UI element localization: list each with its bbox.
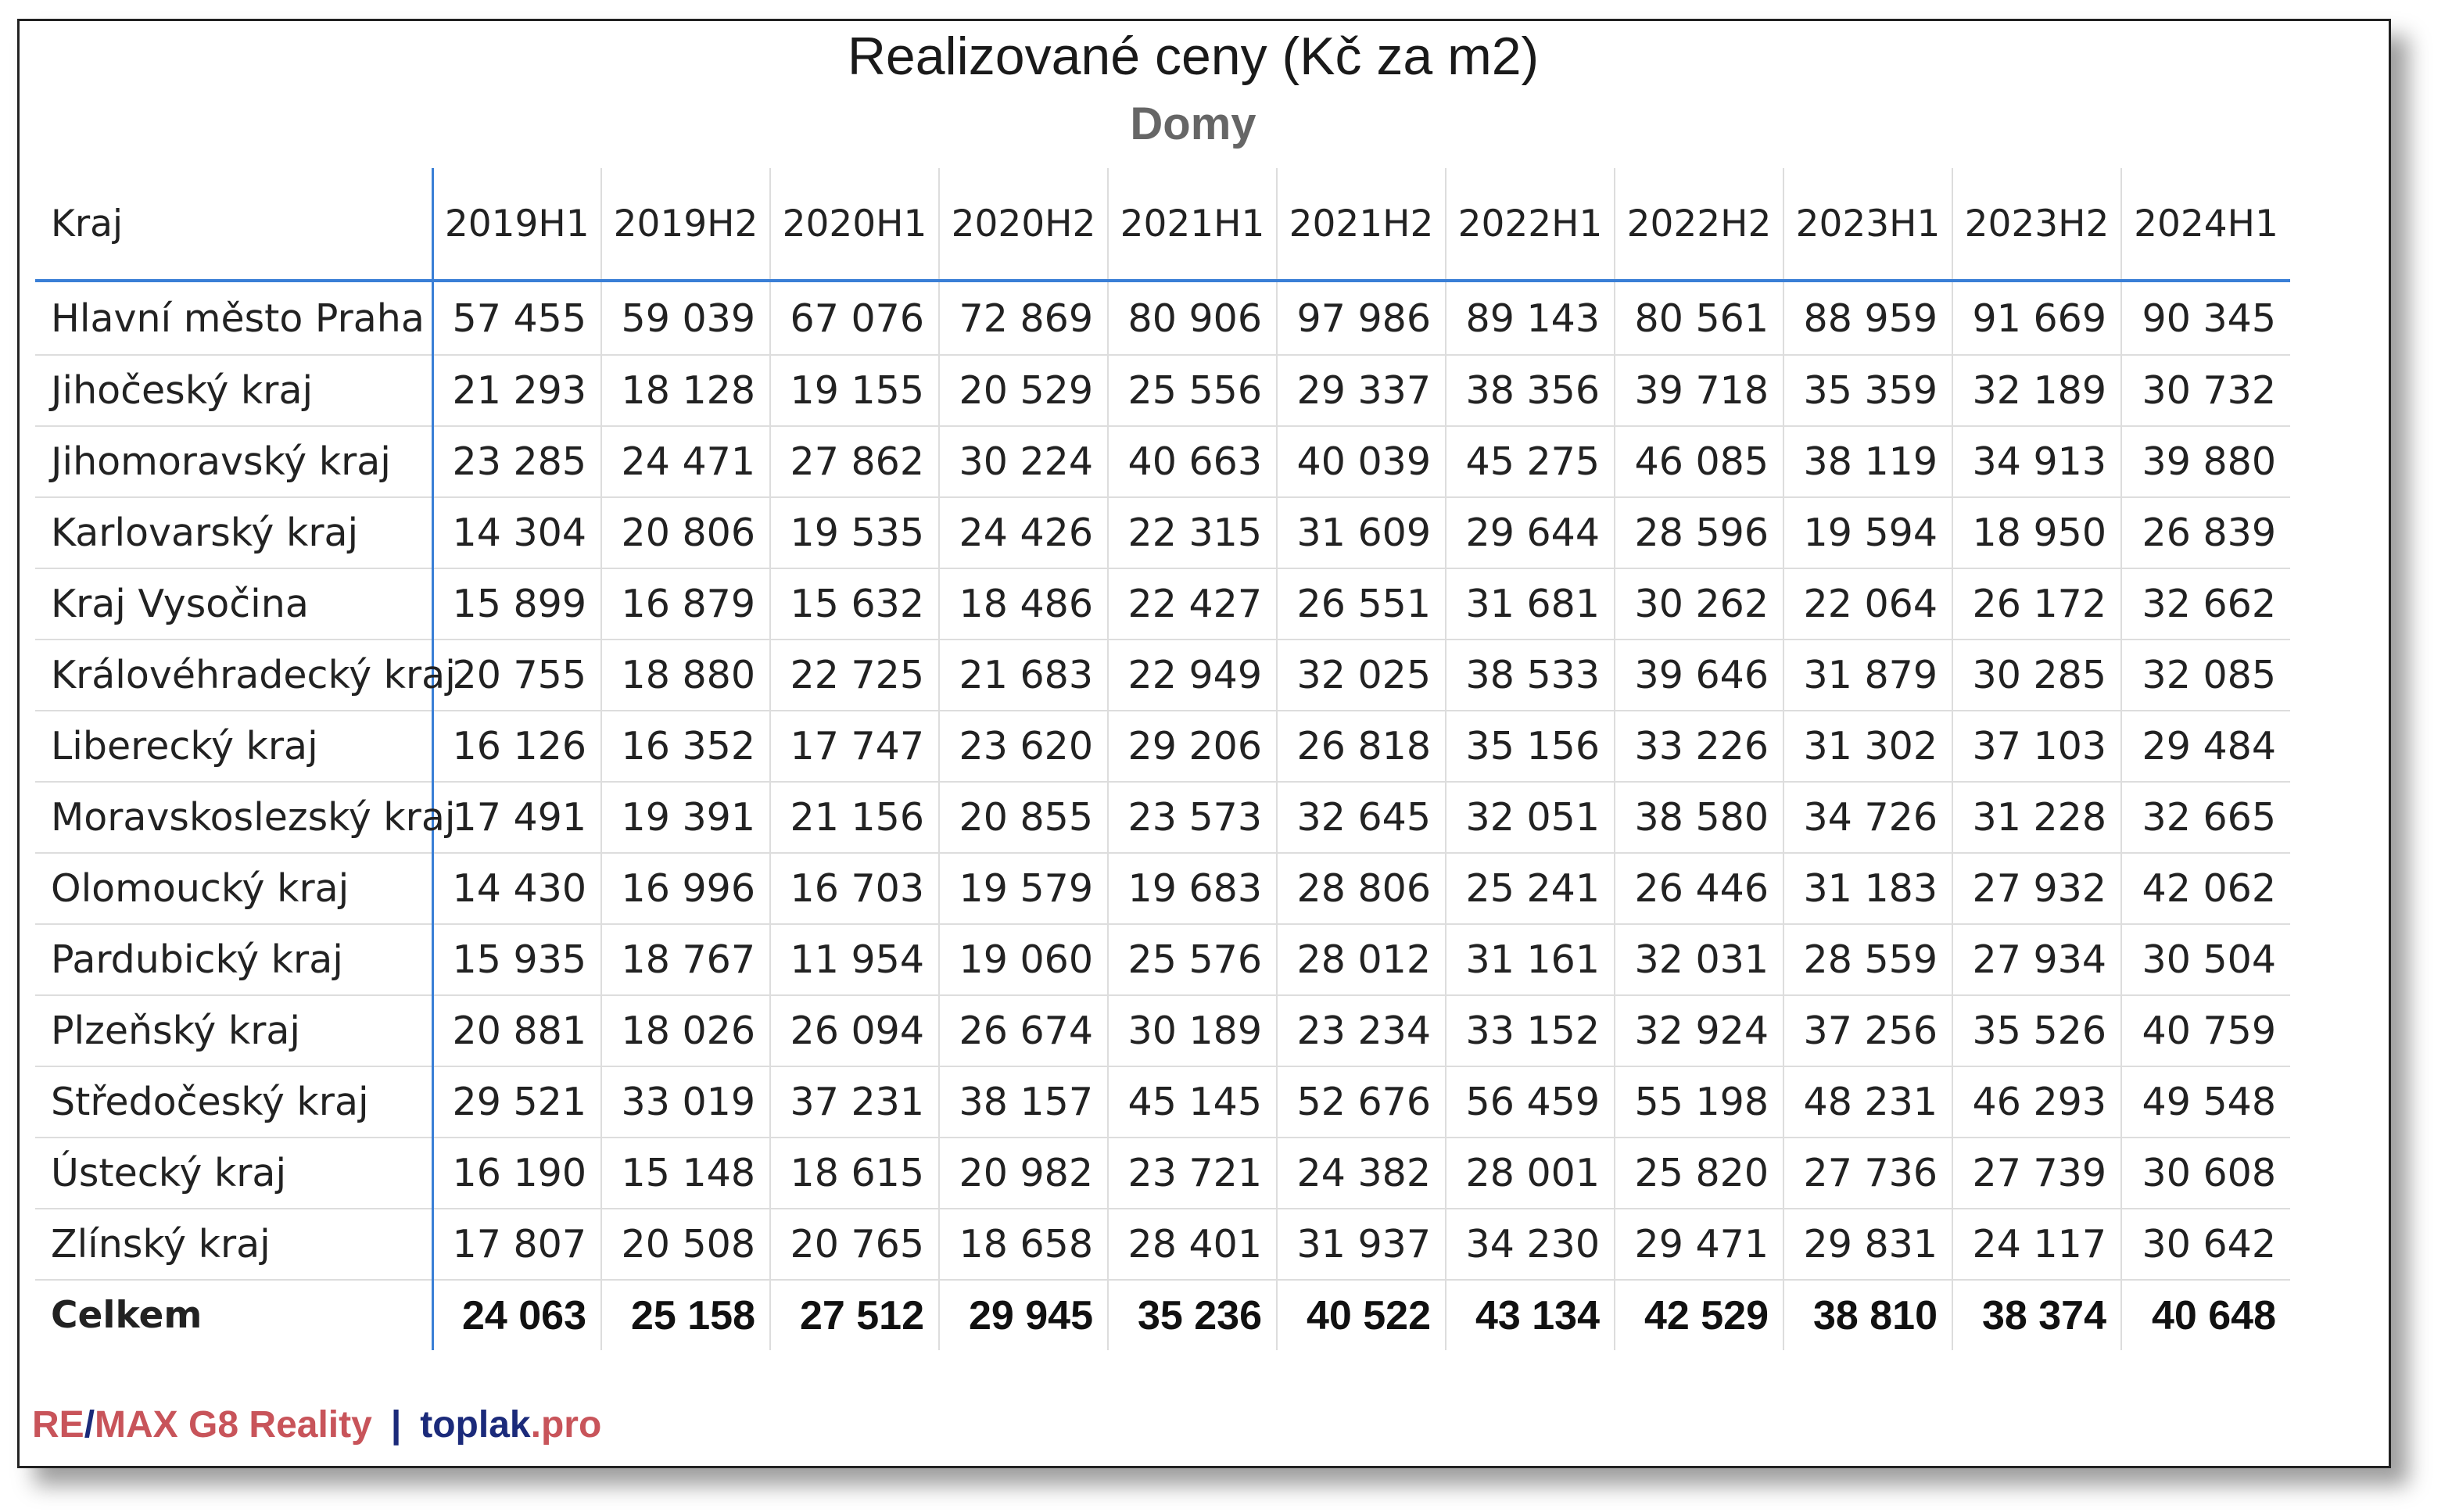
column-header-period: 2022H1 bbox=[1446, 168, 1615, 281]
total-label: Celkem bbox=[35, 1280, 432, 1350]
region-name: Ústecký kraj bbox=[35, 1138, 432, 1209]
price-cell: 21 156 bbox=[770, 782, 939, 853]
price-cell: 20 855 bbox=[939, 782, 1108, 853]
price-cell: 18 880 bbox=[601, 640, 770, 711]
price-cell: 31 937 bbox=[1277, 1209, 1446, 1280]
price-cell: 46 293 bbox=[1952, 1066, 2121, 1138]
price-cell: 19 391 bbox=[601, 782, 770, 853]
price-cell: 22 949 bbox=[1108, 640, 1277, 711]
total-value: 27 512 bbox=[770, 1280, 939, 1350]
total-value: 38 810 bbox=[1783, 1280, 1952, 1350]
price-cell: 30 732 bbox=[2121, 355, 2290, 426]
table-row bbox=[35, 281, 2290, 355]
price-cell: 38 157 bbox=[939, 1066, 1108, 1138]
price-cell: 29 644 bbox=[1446, 497, 1615, 568]
price-cell: 30 504 bbox=[2121, 924, 2290, 995]
price-cell: 19 683 bbox=[1108, 853, 1277, 924]
price-cell: 24 117 bbox=[1952, 1209, 2121, 1280]
price-cell: 32 924 bbox=[1615, 995, 1783, 1066]
price-cell: 30 224 bbox=[939, 426, 1108, 497]
price-cell: 32 031 bbox=[1615, 924, 1783, 995]
region-name: Moravskoslezský kraj bbox=[35, 782, 432, 853]
price-cell: 25 820 bbox=[1615, 1138, 1783, 1209]
price-cell: 25 576 bbox=[1108, 924, 1277, 995]
total-value: 42 529 bbox=[1615, 1280, 1783, 1350]
price-table bbox=[35, 168, 2290, 1350]
region-name: Pardubický kraj bbox=[35, 924, 432, 995]
price-cell: 40 039 bbox=[1277, 426, 1446, 497]
price-cell: 46 085 bbox=[1615, 426, 1783, 497]
price-cell: 24 426 bbox=[939, 497, 1108, 568]
price-cell: 27 862 bbox=[770, 426, 939, 497]
price-cell: 30 262 bbox=[1615, 568, 1783, 640]
price-cell: 31 609 bbox=[1277, 497, 1446, 568]
price-cell: 17 747 bbox=[770, 711, 939, 782]
price-cell: 19 060 bbox=[939, 924, 1108, 995]
price-cell: 22 315 bbox=[1108, 497, 1277, 568]
report-title: Realizované ceny (Kč za m2) bbox=[847, 27, 1540, 86]
price-cell: 32 189 bbox=[1952, 355, 2121, 426]
price-cell: 16 352 bbox=[601, 711, 770, 782]
price-cell: 31 681 bbox=[1446, 568, 1615, 640]
price-cell: 14 304 bbox=[432, 497, 601, 568]
price-cell: 22 725 bbox=[770, 640, 939, 711]
price-cell: 29 831 bbox=[1783, 1209, 1952, 1280]
price-cell: 23 285 bbox=[432, 426, 601, 497]
price-cell: 31 302 bbox=[1783, 711, 1952, 782]
price-cell: 28 012 bbox=[1277, 924, 1446, 995]
price-cell: 29 471 bbox=[1615, 1209, 1783, 1280]
site-tld: .pro bbox=[530, 1404, 602, 1446]
price-cell: 27 934 bbox=[1952, 924, 2121, 995]
price-cell: 17 491 bbox=[432, 782, 601, 853]
price-cell: 18 615 bbox=[770, 1138, 939, 1209]
total-value: 40 648 bbox=[2121, 1280, 2290, 1350]
price-cell: 90 345 bbox=[2121, 281, 2290, 355]
remax-slash: / bbox=[84, 1404, 95, 1446]
price-cell: 59 039 bbox=[601, 281, 770, 355]
price-cell: 26 446 bbox=[1615, 853, 1783, 924]
price-cell: 29 337 bbox=[1277, 355, 1446, 426]
region-name: Hlavní město Praha bbox=[35, 281, 432, 355]
price-cell: 27 736 bbox=[1783, 1138, 1952, 1209]
price-cell: 14 430 bbox=[432, 853, 601, 924]
price-cell: 30 285 bbox=[1952, 640, 2121, 711]
price-cell: 15 935 bbox=[432, 924, 601, 995]
table-total-row bbox=[35, 1280, 2290, 1350]
price-cell: 30 642 bbox=[2121, 1209, 2290, 1280]
price-cell: 20 755 bbox=[432, 640, 601, 711]
price-cell: 39 646 bbox=[1615, 640, 1783, 711]
price-cell: 19 594 bbox=[1783, 497, 1952, 568]
price-cell: 31 183 bbox=[1783, 853, 1952, 924]
price-cell: 72 869 bbox=[939, 281, 1108, 355]
price-cell: 48 231 bbox=[1783, 1066, 1952, 1138]
column-header-period: 2020H2 bbox=[939, 168, 1108, 281]
price-cell: 27 739 bbox=[1952, 1138, 2121, 1209]
table-row bbox=[35, 1209, 2290, 1280]
table-row bbox=[35, 1138, 2290, 1209]
price-cell: 34 913 bbox=[1952, 426, 2121, 497]
price-cell: 16 879 bbox=[601, 568, 770, 640]
price-cell: 39 880 bbox=[2121, 426, 2290, 497]
footer-separator: | bbox=[390, 1404, 402, 1446]
price-cell: 16 126 bbox=[432, 711, 601, 782]
column-header-period: 2021H1 bbox=[1108, 168, 1277, 281]
table-row bbox=[35, 995, 2290, 1066]
region-name: Královéhradecký kraj bbox=[35, 640, 432, 711]
column-header-period: 2023H2 bbox=[1952, 168, 2121, 281]
price-cell: 45 275 bbox=[1446, 426, 1615, 497]
price-cell: 37 103 bbox=[1952, 711, 2121, 782]
price-cell: 26 839 bbox=[2121, 497, 2290, 568]
price-cell: 20 982 bbox=[939, 1138, 1108, 1209]
column-header-period: 2024H1 bbox=[2121, 168, 2290, 281]
price-cell: 32 645 bbox=[1277, 782, 1446, 853]
price-cell: 89 143 bbox=[1446, 281, 1615, 355]
column-header-period: 2020H1 bbox=[770, 168, 939, 281]
table-row bbox=[35, 711, 2290, 782]
price-cell: 32 051 bbox=[1446, 782, 1615, 853]
price-cell: 35 359 bbox=[1783, 355, 1952, 426]
price-cell: 17 807 bbox=[432, 1209, 601, 1280]
region-name: Liberecký kraj bbox=[35, 711, 432, 782]
price-cell: 23 573 bbox=[1108, 782, 1277, 853]
price-cell: 56 459 bbox=[1446, 1066, 1615, 1138]
price-cell: 52 676 bbox=[1277, 1066, 1446, 1138]
table-body bbox=[35, 281, 2290, 1350]
price-cell: 32 085 bbox=[2121, 640, 2290, 711]
price-cell: 35 526 bbox=[1952, 995, 2121, 1066]
price-cell: 15 148 bbox=[601, 1138, 770, 1209]
remax-re: RE bbox=[32, 1404, 84, 1446]
price-cell: 18 128 bbox=[601, 355, 770, 426]
price-cell: 32 665 bbox=[2121, 782, 2290, 853]
price-cell: 22 064 bbox=[1783, 568, 1952, 640]
table-row bbox=[35, 640, 2290, 711]
price-cell: 55 198 bbox=[1615, 1066, 1783, 1138]
price-cell: 30 189 bbox=[1108, 995, 1277, 1066]
price-cell: 23 234 bbox=[1277, 995, 1446, 1066]
price-cell: 20 765 bbox=[770, 1209, 939, 1280]
price-cell: 20 806 bbox=[601, 497, 770, 568]
price-cell: 30 608 bbox=[2121, 1138, 2290, 1209]
price-cell: 18 486 bbox=[939, 568, 1108, 640]
price-cell: 80 906 bbox=[1108, 281, 1277, 355]
price-cell: 28 559 bbox=[1783, 924, 1952, 995]
region-name: Jihočeský kraj bbox=[35, 355, 432, 426]
price-cell: 32 662 bbox=[2121, 568, 2290, 640]
price-cell: 39 718 bbox=[1615, 355, 1783, 426]
price-cell: 42 062 bbox=[2121, 853, 2290, 924]
column-header-period: 2019H1 bbox=[432, 168, 601, 281]
column-header-period: 2021H2 bbox=[1277, 168, 1446, 281]
remax-name: MAX G8 Reality bbox=[95, 1404, 372, 1446]
total-value: 25 158 bbox=[601, 1280, 770, 1350]
price-cell: 28 401 bbox=[1108, 1209, 1277, 1280]
price-cell: 16 996 bbox=[601, 853, 770, 924]
table-row bbox=[35, 924, 2290, 995]
price-cell: 26 172 bbox=[1952, 568, 2121, 640]
price-cell: 33 226 bbox=[1615, 711, 1783, 782]
price-cell: 40 759 bbox=[2121, 995, 2290, 1066]
price-cell: 33 019 bbox=[601, 1066, 770, 1138]
region-name: Jihomoravský kraj bbox=[35, 426, 432, 497]
table-row bbox=[35, 355, 2290, 426]
report-card bbox=[17, 19, 2391, 1468]
price-cell: 15 632 bbox=[770, 568, 939, 640]
price-cell: 57 455 bbox=[432, 281, 601, 355]
price-cell: 26 818 bbox=[1277, 711, 1446, 782]
price-cell: 20 529 bbox=[939, 355, 1108, 426]
price-cell: 18 658 bbox=[939, 1209, 1108, 1280]
price-cell: 22 427 bbox=[1108, 568, 1277, 640]
total-value: 43 134 bbox=[1446, 1280, 1615, 1350]
price-cell: 29 484 bbox=[2121, 711, 2290, 782]
table-row bbox=[35, 1066, 2290, 1138]
total-value: 35 236 bbox=[1108, 1280, 1277, 1350]
table-row bbox=[35, 497, 2290, 568]
price-cell: 32 025 bbox=[1277, 640, 1446, 711]
price-cell: 23 620 bbox=[939, 711, 1108, 782]
price-cell: 11 954 bbox=[770, 924, 939, 995]
price-cell: 31 228 bbox=[1952, 782, 2121, 853]
price-cell: 28 001 bbox=[1446, 1138, 1615, 1209]
price-cell: 45 145 bbox=[1108, 1066, 1277, 1138]
region-name: Středočeský kraj bbox=[35, 1066, 432, 1138]
price-cell: 24 471 bbox=[601, 426, 770, 497]
column-header-period: 2019H2 bbox=[601, 168, 770, 281]
price-cell: 33 152 bbox=[1446, 995, 1615, 1066]
price-cell: 35 156 bbox=[1446, 711, 1615, 782]
price-cell: 19 155 bbox=[770, 355, 939, 426]
price-cell: 31 161 bbox=[1446, 924, 1615, 995]
price-cell: 15 899 bbox=[432, 568, 601, 640]
price-cell: 18 026 bbox=[601, 995, 770, 1066]
column-header-kraj: Kraj bbox=[35, 168, 432, 281]
price-cell: 88 959 bbox=[1783, 281, 1952, 355]
price-cell: 26 674 bbox=[939, 995, 1108, 1066]
table-row bbox=[35, 568, 2290, 640]
price-cell: 26 094 bbox=[770, 995, 939, 1066]
price-cell: 27 932 bbox=[1952, 853, 2121, 924]
report-subtitle: Domy bbox=[1130, 99, 1256, 149]
price-cell: 18 767 bbox=[601, 924, 770, 995]
price-cell: 25 556 bbox=[1108, 355, 1277, 426]
total-value: 29 945 bbox=[939, 1280, 1108, 1350]
price-cell: 23 721 bbox=[1108, 1138, 1277, 1209]
price-cell: 18 950 bbox=[1952, 497, 2121, 568]
table-row bbox=[35, 426, 2290, 497]
table-row bbox=[35, 853, 2290, 924]
price-cell: 31 879 bbox=[1783, 640, 1952, 711]
table-header-row bbox=[35, 168, 2290, 281]
region-name: Olomoucký kraj bbox=[35, 853, 432, 924]
price-cell: 40 663 bbox=[1108, 426, 1277, 497]
price-cell: 20 508 bbox=[601, 1209, 770, 1280]
price-cell: 26 551 bbox=[1277, 568, 1446, 640]
price-cell: 38 533 bbox=[1446, 640, 1615, 711]
footer-branding bbox=[32, 1403, 601, 1446]
price-cell: 80 561 bbox=[1615, 281, 1783, 355]
price-cell: 49 548 bbox=[2121, 1066, 2290, 1138]
price-cell: 34 230 bbox=[1446, 1209, 1615, 1280]
region-name: Karlovarský kraj bbox=[35, 497, 432, 568]
price-cell: 21 293 bbox=[432, 355, 601, 426]
price-cell: 20 881 bbox=[432, 995, 601, 1066]
total-value: 38 374 bbox=[1952, 1280, 2121, 1350]
region-name: Kraj Vysočina bbox=[35, 568, 432, 640]
column-header-period: 2023H1 bbox=[1783, 168, 1952, 281]
column-header-period: 2022H2 bbox=[1615, 168, 1783, 281]
price-cell: 19 535 bbox=[770, 497, 939, 568]
price-cell: 16 703 bbox=[770, 853, 939, 924]
site-name: toplak bbox=[420, 1404, 531, 1446]
price-cell: 38 119 bbox=[1783, 426, 1952, 497]
price-cell: 38 356 bbox=[1446, 355, 1615, 426]
region-name: Plzeňský kraj bbox=[35, 995, 432, 1066]
price-cell: 37 256 bbox=[1783, 995, 1952, 1066]
price-cell: 91 669 bbox=[1952, 281, 2121, 355]
price-cell: 29 206 bbox=[1108, 711, 1277, 782]
price-cell: 24 382 bbox=[1277, 1138, 1446, 1209]
table-row bbox=[35, 782, 2290, 853]
price-cell: 28 596 bbox=[1615, 497, 1783, 568]
price-cell: 29 521 bbox=[432, 1066, 601, 1138]
price-cell: 37 231 bbox=[770, 1066, 939, 1138]
price-cell: 21 683 bbox=[939, 640, 1108, 711]
price-cell: 38 580 bbox=[1615, 782, 1783, 853]
price-cell: 34 726 bbox=[1783, 782, 1952, 853]
price-cell: 19 579 bbox=[939, 853, 1108, 924]
total-value: 40 522 bbox=[1277, 1280, 1446, 1350]
price-cell: 16 190 bbox=[432, 1138, 601, 1209]
price-cell: 67 076 bbox=[770, 281, 939, 355]
price-cell: 25 241 bbox=[1446, 853, 1615, 924]
region-name: Zlínský kraj bbox=[35, 1209, 432, 1280]
price-cell: 97 986 bbox=[1277, 281, 1446, 355]
total-value: 24 063 bbox=[432, 1280, 601, 1350]
price-cell: 28 806 bbox=[1277, 853, 1446, 924]
